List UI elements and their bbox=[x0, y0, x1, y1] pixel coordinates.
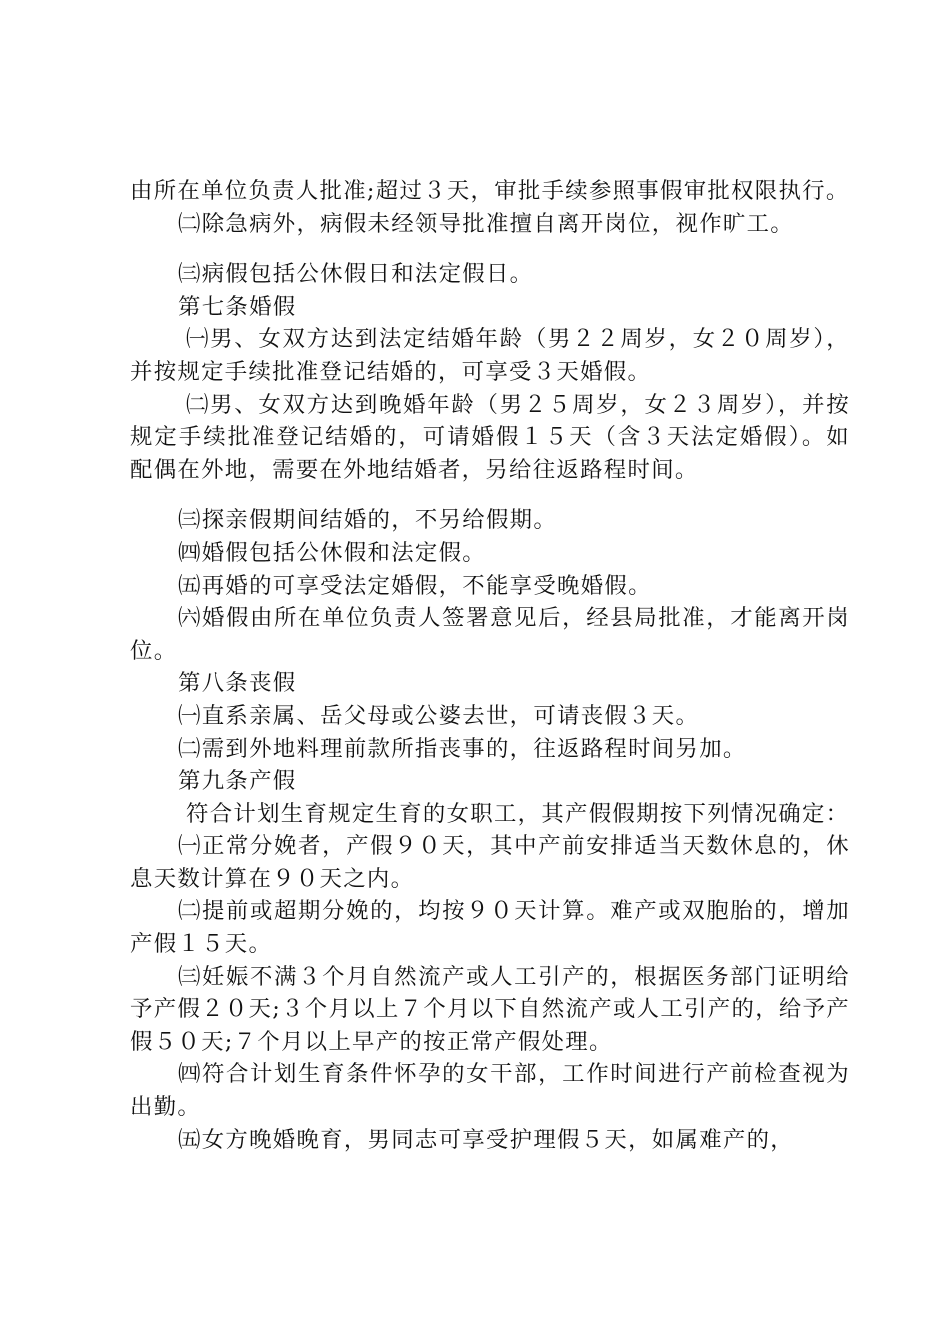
paragraph: ㈡需到外地料理前款所指丧事的，往返路程时间另加。 bbox=[178, 735, 747, 762]
paragraph: 由所在单位负责人批准;超过３天，审批手续参照事假审批权限执行。 bbox=[130, 178, 850, 204]
paragraph: ㈠正常分娩者，产假９０天，其中产前安排适当天数休息的，休息天数计算在９０天之内。 bbox=[130, 833, 850, 892]
paragraph: ㈣婚假包括公休假和法定假。 bbox=[178, 539, 486, 566]
paragraph: ㈤再婚的可享受法定婚假，不能享受晚婚假。 bbox=[178, 572, 652, 599]
paragraph: ㈣符合计划生育条件怀孕的女干部，工作时间进行产前检查视为出勤。 bbox=[130, 1061, 850, 1121]
paragraph: ㈠直系亲属、岳父母或公婆去世，可请丧假３天。 bbox=[178, 702, 700, 729]
paragraph: ㈡男、女双方达到晚婚年龄（男２５周岁，女２３周岁），并按规定手续批准登记结婚的，可请婚假１５天（含３天法定婚假）。如配偶在外地，需要在外地结婚者，另给往返路程时间。 bbox=[130, 391, 850, 483]
paragraph: ㈡提前或超期分娩的，均按９０天计算。难产或双胞胎的，增加产假１５天。 bbox=[130, 898, 850, 958]
section-heading-bereavement-leave: 第八条丧假 bbox=[178, 670, 297, 697]
section-heading-maternity-leave: 第九条产假 bbox=[178, 768, 297, 795]
paragraph: ㈢病假包括公休假日和法定假日。 bbox=[178, 261, 534, 288]
paragraph: ㈡除急病外，病假未经领导批准擅自离开岗位，视作旷工。 bbox=[178, 210, 794, 237]
section-heading-marriage-leave: 第七条婚假 bbox=[178, 293, 297, 320]
document-body bbox=[130, 175, 850, 1156]
paragraph: ㈢探亲假期间结婚的，不另给假期。 bbox=[178, 507, 558, 534]
paragraph: ㈢妊娠不满３个月自然流产或人工引产的，根据医务部门证明给予产假２０天;３个月以上７个月以下自然流产或人工引产的，给予产假５０天;７个月以上早产的按正常产假处理。 bbox=[130, 963, 850, 1055]
paragraph-gap bbox=[130, 486, 850, 504]
paragraph: 符合计划生育规定生育的女职工，其产假假期按下列情况确定： bbox=[186, 800, 850, 827]
paragraph-gap bbox=[130, 240, 850, 258]
paragraph: ㈤女方晚婚晚育，男同志可享受护理假５天，如属难产的， bbox=[178, 1126, 794, 1153]
paragraph: ㈥婚假由所在单位负责人签署意见后，经县局批准，才能离开岗位。 bbox=[130, 605, 850, 664]
paragraph: ㈠男、女双方达到法定结婚年龄（男２２周岁，女２０周岁），并按规定手续批准登记结婚的，可享受３天婚假。 bbox=[130, 326, 850, 385]
